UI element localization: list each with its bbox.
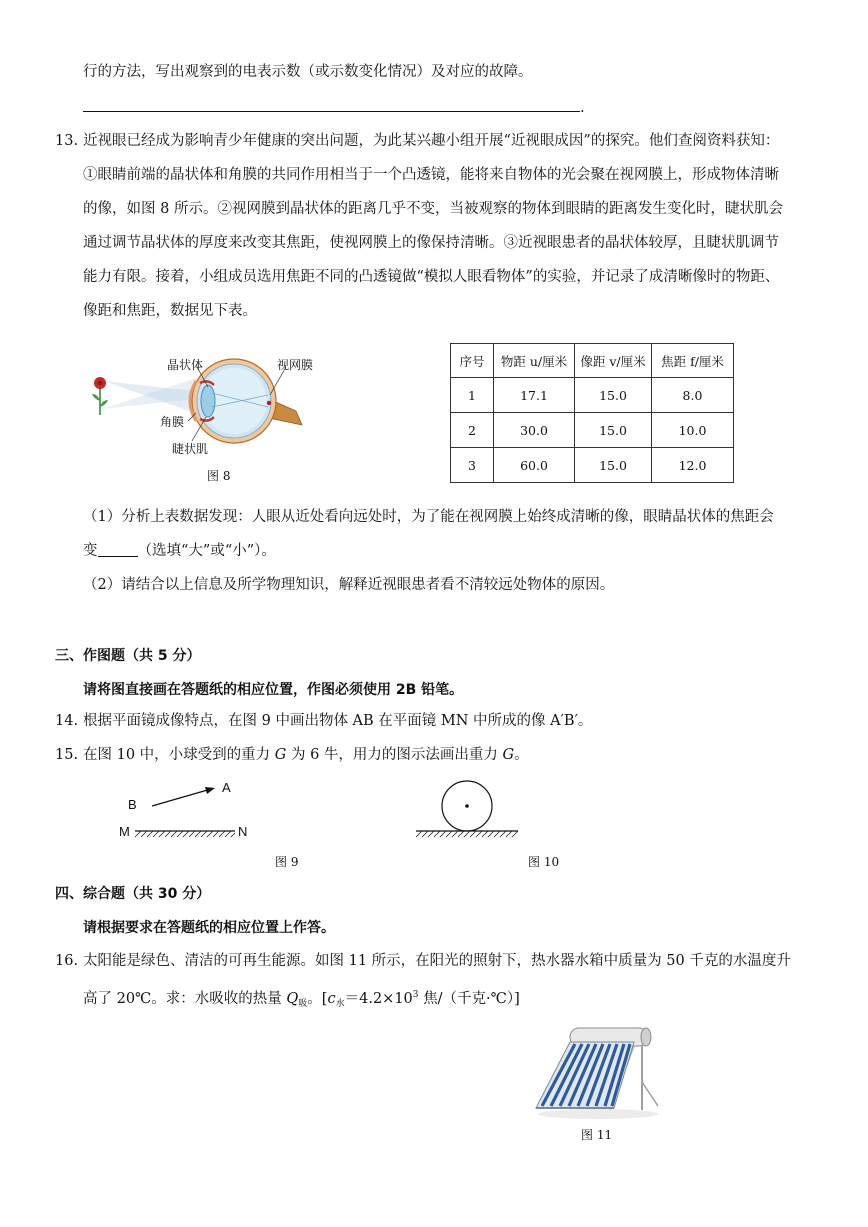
table-cell: 12.0	[652, 448, 734, 483]
q15-text-a: 在图 10 中，小球受到的重力	[83, 747, 275, 763]
figure-8-caption: 图 8	[207, 469, 231, 483]
q13-number: 13.	[55, 133, 79, 149]
solar-water-heater-image	[530, 1022, 665, 1122]
table-header-row	[451, 344, 734, 378]
q15-number: 15.	[55, 747, 79, 763]
q13-sub1-line1: （1）分析上表数据发现：人眼从近处看向远处时，为了能在视网膜上始终成清晰的像，眼睛晶状体的焦距会	[83, 509, 774, 525]
q13-sub1-line2	[83, 541, 276, 561]
q16-subscript: 水	[335, 999, 345, 1009]
table-cell: 15.0	[575, 413, 652, 448]
table-row	[451, 448, 734, 483]
table-row	[451, 378, 734, 413]
table-cell: 1	[451, 378, 494, 413]
header-cell: 序号	[451, 344, 494, 378]
q16-text-a: 高了 20℃。求：水吸收的热量	[83, 991, 287, 1007]
q16-line1: 太阳能是绿色、清洁的可再生能源。如图 11 所示，在阳光的照射下，热水器水箱中质量为 50 千克的水温度升	[83, 953, 791, 969]
sub1-suffix: （选填“大”或“小”）。	[137, 543, 276, 559]
q13-line: ①眼睛前端的晶状体和角膜的共同作用相当于一个凸透镜，能将来自物体的光会聚在视网膜上，形成物体清晰	[83, 167, 779, 183]
section-4-title: 四、综合题（共 30 分）	[55, 886, 211, 902]
table-cell: 17.1	[494, 378, 575, 413]
answer-blank	[98, 542, 138, 557]
label-cornea: 角膜	[160, 415, 185, 429]
q13-line: 的像，如图 8 所示。②视网膜到晶状体的距离几乎不变，当被观察的物体到眼睛的距离发生变化时，睫状肌会	[83, 201, 783, 217]
q16-subscript: 吸	[298, 999, 308, 1009]
table-cell: 30.0	[494, 413, 575, 448]
table-cell: 10.0	[652, 413, 734, 448]
q16-symbol-c: c	[327, 991, 336, 1007]
table-row	[451, 413, 734, 448]
q16-number: 16.	[55, 953, 79, 969]
flower-icon	[92, 377, 108, 415]
q13-line: 像距和焦距，数据见下表。	[83, 303, 257, 319]
q15-text-c: 。	[514, 747, 529, 763]
label-ciliary-muscle: 睫状肌	[172, 442, 209, 456]
q13-sub2: （2）请结合以上信息及所学物理知识，解释近视眼患者看不清较远处物体的原因。	[83, 577, 615, 593]
header-cell: 焦距 f/厘米	[652, 344, 734, 378]
q15-text-b: 为 6 牛，用力的图示法画出重力	[286, 747, 503, 763]
point-m-label: M	[119, 824, 130, 839]
point-a-label: A	[222, 780, 231, 795]
q16-text-c: ＝4.2×10	[344, 991, 413, 1007]
q16-line2	[83, 985, 520, 1014]
intro-line: 行的方法，写出观察到的电表示数（或示数变化情况）及对应的故障。	[83, 64, 533, 80]
q16-text-b: 。[	[307, 991, 328, 1007]
table-cell: 2	[451, 413, 494, 448]
q13-line: 通过调节晶状体的厚度来改变其焦距，使视网膜上的像保持清晰。③近视眼患者的晶状体较厚，且睫状肌调节	[83, 235, 779, 251]
q15-text	[83, 745, 529, 765]
header-cell: 物距 u/厘米	[494, 344, 575, 378]
figure-11-caption: 图 11	[581, 1128, 613, 1142]
q15-symbol-g: G	[502, 747, 515, 763]
q14-number: 14.	[55, 713, 79, 729]
point-n-label: N	[238, 824, 248, 839]
q13-line: 近视眼已经成为影响青少年健康的突出问题，为此某兴趣小组开展“近视眼成因”的探究。他们查阅资料获知：	[83, 133, 780, 149]
ball-on-ground-diagram	[410, 778, 525, 842]
label-lens: 晶状体	[167, 358, 204, 372]
section-3-instruction: 请将图直接画在答题纸的相应位置，作图必须使用 2B 铅笔。	[83, 682, 464, 698]
q16-text-d: 焦/（千克·℃）]	[418, 991, 520, 1007]
answer-line	[83, 111, 580, 112]
section-3-title: 三、作图题（共 5 分）	[55, 648, 201, 664]
answer-end: .	[580, 100, 585, 116]
q13-line: 能力有限。接着，小组成员选用焦距不同的凸透镜做“模拟人眼看物体”的实验，并记录了成清晰像时的物距、	[83, 269, 780, 285]
label-retina: 视网膜	[277, 358, 314, 372]
q16-symbol-q: Q	[286, 991, 299, 1007]
table-cell: 15.0	[575, 378, 652, 413]
figure-9-caption: 图 9	[275, 855, 299, 869]
data-table	[450, 343, 734, 483]
table-cell: 60.0	[494, 448, 575, 483]
table-cell: 3	[451, 448, 494, 483]
q16-exponent: 3	[412, 990, 419, 1000]
q15-symbol-g: G	[274, 747, 287, 763]
header-cell: 像距 v/厘米	[575, 344, 652, 378]
point-b-label: B	[128, 797, 137, 812]
table-cell: 15.0	[575, 448, 652, 483]
section-4-instruction: 请根据要求在答题纸的相应位置上作答。	[83, 920, 335, 936]
sub1-prefix: 变	[83, 543, 98, 559]
figure-10-caption: 图 10	[528, 855, 560, 869]
q14-text: 根据平面镜成像特点，在图 9 中画出物体 AB 在平面镜 MN 中所成的像 A′B′。	[83, 713, 593, 729]
table-cell: 8.0	[652, 378, 734, 413]
